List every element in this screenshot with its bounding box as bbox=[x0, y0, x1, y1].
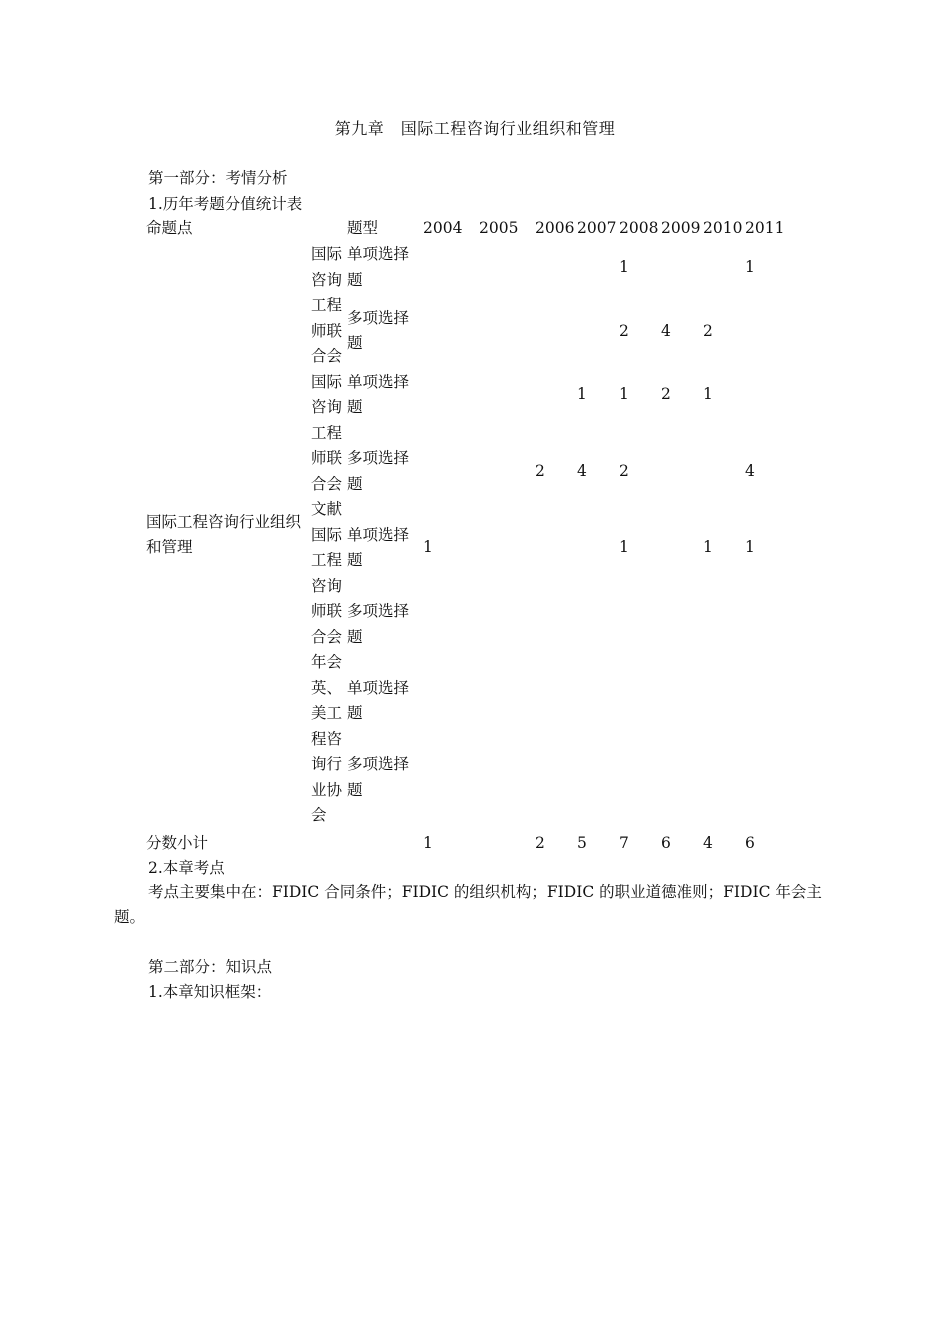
score-cell bbox=[479, 574, 535, 676]
subtotal-label: 分数小计 bbox=[146, 833, 209, 852]
score-cell: 4 bbox=[745, 461, 755, 480]
score-cell: 2 bbox=[661, 385, 671, 404]
topic-cell: 国际工程咨询行业组织和管理 bbox=[146, 512, 302, 557]
subtotal-cell: 5 bbox=[577, 833, 587, 852]
score-cell bbox=[745, 676, 791, 727]
score-cell bbox=[577, 676, 619, 727]
header-type: 题型 bbox=[347, 219, 379, 238]
score-cell bbox=[479, 242, 535, 293]
score-cell bbox=[745, 370, 791, 421]
score-cell bbox=[535, 676, 577, 727]
score-cell bbox=[479, 727, 535, 829]
score-cell bbox=[479, 293, 535, 369]
header-year: 2008 bbox=[619, 219, 659, 238]
subtotal-cell: 7 bbox=[619, 833, 629, 852]
subtotal-cell: 4 bbox=[703, 833, 713, 852]
score-cell bbox=[535, 370, 577, 421]
subtotal-blank bbox=[347, 829, 423, 859]
score-cell bbox=[703, 421, 745, 523]
table-caption: 1.历年考题分值统计表 bbox=[148, 195, 303, 213]
score-cell bbox=[745, 293, 791, 369]
score-cell: 1 bbox=[619, 385, 629, 404]
score-cell bbox=[535, 523, 577, 574]
subtotal-cell bbox=[479, 829, 535, 859]
header-year: 2007 bbox=[577, 219, 617, 238]
subtotal-cell: 2 bbox=[535, 833, 545, 852]
header-year: 2009 bbox=[661, 219, 701, 238]
score-cell: 1 bbox=[577, 385, 587, 404]
score-cell: 2 bbox=[535, 461, 545, 480]
header-year: 2006 bbox=[535, 219, 575, 238]
header-blank bbox=[311, 216, 347, 242]
score-cell: 4 bbox=[661, 321, 671, 340]
table-header-row bbox=[146, 216, 791, 242]
score-cell bbox=[661, 574, 703, 676]
score-cell bbox=[535, 242, 577, 293]
org-cell: 英、美工程咨询行业协会 bbox=[311, 678, 343, 824]
question-type-cell: 单项选择题 bbox=[347, 372, 410, 417]
score-cell: 2 bbox=[619, 461, 629, 480]
score-cell: 1 bbox=[703, 385, 713, 404]
score-cell bbox=[661, 242, 703, 293]
question-type-cell: 单项选择题 bbox=[347, 525, 410, 570]
score-cell bbox=[479, 676, 535, 727]
score-cell bbox=[535, 293, 577, 369]
score-cell: 2 bbox=[619, 321, 629, 340]
score-cell bbox=[535, 574, 577, 676]
score-cell bbox=[745, 727, 791, 829]
question-type-cell: 单项选择题 bbox=[347, 678, 410, 723]
org-cell: 国际咨询工程师联合会 bbox=[311, 245, 343, 365]
score-cell bbox=[479, 523, 535, 574]
score-cell bbox=[703, 727, 745, 829]
score-cell bbox=[661, 727, 703, 829]
score-stats-table bbox=[146, 216, 791, 859]
score-cell: 1 bbox=[619, 257, 629, 276]
score-cell bbox=[661, 676, 703, 727]
score-cell bbox=[535, 727, 577, 829]
question-type-cell: 多项选择题 bbox=[347, 602, 410, 646]
page-title: 第九章 国际工程咨询行业组织和管理 bbox=[334, 119, 616, 138]
score-cell bbox=[619, 727, 661, 829]
score-cell bbox=[703, 676, 745, 727]
score-cell bbox=[577, 523, 619, 574]
score-cell: 1 bbox=[703, 538, 713, 557]
score-cell bbox=[703, 242, 745, 293]
kaodian-paragraph: 考点主要集中在：FIDIC 合同条件；FIDIC 的组织机构；FIDIC 的职业道德准则；FIDIC 年会主题。 bbox=[114, 883, 822, 926]
subtotal-cell: 6 bbox=[661, 833, 671, 852]
score-cell: 1 bbox=[619, 538, 629, 557]
score-cell bbox=[423, 676, 479, 727]
score-cell: 2 bbox=[703, 321, 713, 340]
part2-heading: 第二部分：知识点 bbox=[148, 958, 273, 976]
header-topic: 命题点 bbox=[146, 219, 193, 238]
question-type-cell: 单项选择题 bbox=[347, 245, 410, 289]
score-cell bbox=[577, 727, 619, 829]
subtotal-row bbox=[146, 829, 791, 859]
score-cell bbox=[423, 370, 479, 421]
score-cell bbox=[619, 574, 661, 676]
score-cell bbox=[423, 727, 479, 829]
score-cell bbox=[423, 242, 479, 293]
part1-heading: 第一部分：考情分析 bbox=[148, 169, 288, 187]
subtotal-cell: 6 bbox=[745, 833, 755, 852]
score-cell bbox=[423, 293, 479, 369]
subtotal-blank bbox=[311, 829, 347, 859]
score-cell bbox=[479, 421, 535, 523]
score-cell bbox=[577, 242, 619, 293]
score-cell bbox=[661, 421, 703, 523]
score-cell bbox=[577, 574, 619, 676]
header-year: 2011 bbox=[745, 219, 785, 238]
org-cell: 国际咨询工程师联合会文献 bbox=[311, 372, 343, 518]
question-type-cell: 多项选择题 bbox=[347, 308, 410, 353]
score-cell bbox=[703, 574, 745, 676]
header-year: 2004 bbox=[423, 219, 463, 238]
header-year: 2005 bbox=[479, 219, 519, 238]
score-cell bbox=[661, 523, 703, 574]
kaodian-heading: 2.本章考点 bbox=[148, 859, 225, 877]
table-row bbox=[146, 242, 791, 293]
score-cell bbox=[577, 293, 619, 369]
subtotal-cell: 1 bbox=[423, 833, 433, 852]
org-cell: 国际工程咨询师联合会年会 bbox=[311, 525, 343, 671]
question-type-cell: 多项选择题 bbox=[347, 755, 410, 799]
score-cell: 1 bbox=[423, 538, 433, 557]
question-type-cell: 多项选择题 bbox=[347, 449, 410, 493]
score-cell bbox=[423, 574, 479, 676]
score-cell: 1 bbox=[745, 538, 755, 557]
score-cell: 4 bbox=[577, 461, 587, 480]
score-cell bbox=[619, 676, 661, 727]
header-year: 2010 bbox=[703, 219, 743, 238]
score-cell bbox=[479, 370, 535, 421]
framework-heading: 1.本章知识框架： bbox=[148, 983, 272, 1001]
score-cell bbox=[745, 574, 791, 676]
score-cell bbox=[423, 421, 479, 523]
score-cell: 1 bbox=[745, 257, 755, 276]
